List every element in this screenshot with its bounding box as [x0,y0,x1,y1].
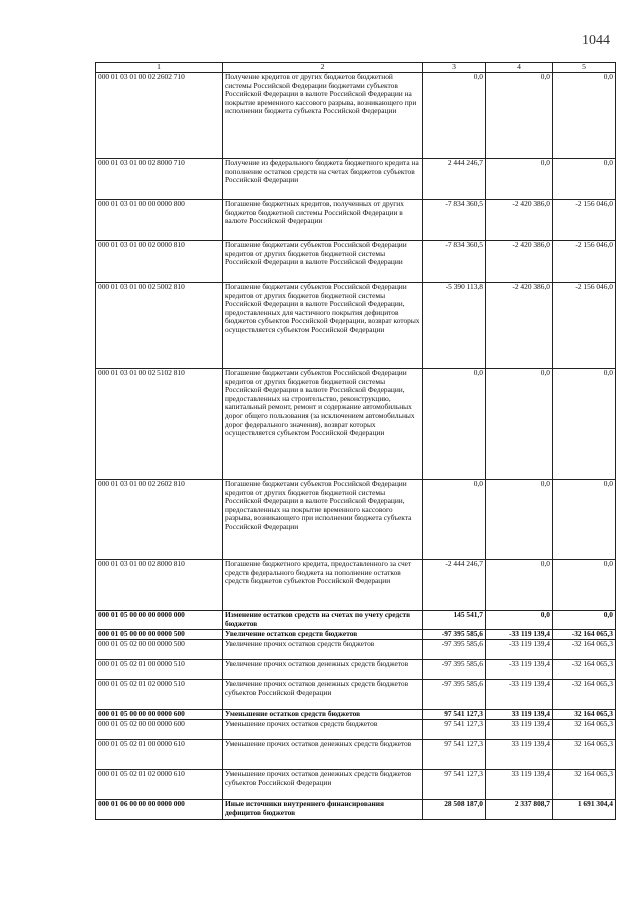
value-cell-col4: 33 119 139,4 [486,720,553,740]
name-cell: Уменьшение прочих остатков денежных средств бюджетов [223,740,423,770]
header-row [96,63,616,73]
value-cell-col4: 33 119 139,4 [486,710,553,720]
value-cell-col4: -33 119 139,4 [486,660,553,680]
value-cell-col4: 33 119 139,4 [486,770,553,800]
value-cell-col4: -33 119 139,4 [486,680,553,710]
code-cell: 000 01 05 00 00 00 0000 500 [96,630,223,640]
table-row [96,640,616,660]
name-cell: Уменьшение прочих остатков денежных средств бюджетов субъектов Российской Федерации [223,770,423,800]
budget-sources-table [95,62,616,820]
value-cell-col4: 0,0 [486,611,553,630]
value-cell-col4: 0,0 [486,73,553,159]
value-cell-col3: -7 834 360,5 [423,241,486,283]
name-cell: Получение кредитов от других бюджетов бюджетной системы Российской Федерации бюджетами субъектов Российской Федерации в валюте Российской Федерации на покрытие временного кассового разрыва, возникающего при исполнении бюджета субъекта Российской Федерации [223,73,423,159]
name-cell: Увеличение прочих остатков денежных средств бюджетов субъектов Российской Федерации [223,680,423,710]
value-cell-col3: 0,0 [423,73,486,159]
code-cell: 000 01 03 01 00 02 8000 710 [96,159,223,200]
name-cell: Уменьшение прочих остатков средств бюджетов [223,720,423,740]
table-row [96,740,616,770]
value-cell-col5: -32 164 065,3 [553,680,616,710]
code-cell: 000 01 03 01 00 02 0000 810 [96,241,223,283]
code-cell: 000 01 03 01 00 00 0000 800 [96,200,223,241]
name-cell: Иные источники внутреннего финансирования дефицитов бюджетов [223,800,423,820]
table-row [96,369,616,480]
value-cell-col3: 0,0 [423,480,486,560]
table-row [96,159,616,200]
table-row [96,560,616,611]
table-row [96,480,616,560]
value-cell-col5: 32 164 065,3 [553,740,616,770]
name-cell: Погашение бюджетами субъектов Российской Федерации кредитов от других бюджетов бюджетной системы Российской Федерации в валюте Российской Федерации, предоставленных на покрытие временного кассового разрыва, возникающего при исполнении бюджета субъекта Российской Федерации [223,480,423,560]
table-row [96,710,616,720]
value-cell-col3: -97 395 585,6 [423,660,486,680]
code-cell: 000 01 05 02 01 00 0000 510 [96,660,223,680]
value-cell-col4: -2 420 386,0 [486,283,553,369]
name-cell: Погашение бюджетного кредита, предоставленного за счет средств федерального бюджета на пополнение остатков средств бюджетов субъектов Российской Федерации [223,560,423,611]
table-row [96,680,616,710]
value-cell-col5: 0,0 [553,480,616,560]
name-cell: Увеличение прочих остатков денежных средств бюджетов [223,660,423,680]
table-body [96,73,616,820]
name-cell: Увеличение остатков средств бюджетов [223,630,423,640]
value-cell-col3: 0,0 [423,369,486,480]
table-row [96,283,616,369]
value-cell-col4: 0,0 [486,369,553,480]
value-cell-col4: 0,0 [486,560,553,611]
value-cell-col5: 0,0 [553,159,616,200]
value-cell-col4: 0,0 [486,159,553,200]
value-cell-col5: 0,0 [553,560,616,611]
table-row [96,200,616,241]
col-header-2: 2 [223,63,423,73]
value-cell-col3: -7 834 360,5 [423,200,486,241]
table-row [96,241,616,283]
value-cell-col5: 0,0 [553,73,616,159]
name-cell: Увеличение прочих остатков средств бюджетов [223,640,423,660]
name-cell: Погашение бюджетами субъектов Российской Федерации кредитов от других бюджетов бюджетной системы Российской Федерации в валюте Российской Федерации [223,241,423,283]
value-cell-col5: 32 164 065,3 [553,720,616,740]
value-cell-col3: 97 541 127,3 [423,720,486,740]
col-header-5: 5 [553,63,616,73]
table-row [96,800,616,820]
value-cell-col3: -5 390 113,8 [423,283,486,369]
value-cell-col3: 28 508 187,0 [423,800,486,820]
value-cell-col3: 2 444 246,7 [423,159,486,200]
value-cell-col5: 32 164 065,3 [553,710,616,720]
code-cell: 000 01 05 02 01 02 0000 610 [96,770,223,800]
value-cell-col5: -32 164 065,3 [553,630,616,640]
table-row [96,630,616,640]
value-cell-col5: -2 156 046,0 [553,200,616,241]
value-cell-col4: 2 337 808,7 [486,800,553,820]
code-cell: 000 01 05 02 01 02 0000 510 [96,680,223,710]
table-row [96,660,616,680]
name-cell: Погашение бюджетами субъектов Российской Федерации кредитов от других бюджетов бюджетной системы Российской Федерации в валюте Российской Федерации, предоставленных на строительство, реконструкцию, капитальный ремонт, ремонт и содержание автомобильных дорог общего пользования (за исключением автомобильных дорог федерального значения), возврат которых осуществляется субъектом Российской Федерации [223,369,423,480]
value-cell-col4: -33 119 139,4 [486,640,553,660]
col-header-3: 3 [423,63,486,73]
value-cell-col3: -97 395 585,6 [423,680,486,710]
value-cell-col5: 0,0 [553,369,616,480]
value-cell-col5: -32 164 065,3 [553,640,616,660]
code-cell: 000 01 06 00 00 00 0000 000 [96,800,223,820]
code-cell: 000 01 03 01 00 02 2602 710 [96,73,223,159]
value-cell-col3: -97 395 585,6 [423,640,486,660]
value-cell-col5: -32 164 065,3 [553,660,616,680]
code-cell: 000 01 05 02 00 00 0000 500 [96,640,223,660]
page-number: 1044 [582,33,610,48]
code-cell: 000 01 05 00 00 00 0000 000 [96,611,223,630]
value-cell-col4: 0,0 [486,480,553,560]
value-cell-col5: 32 164 065,3 [553,770,616,800]
value-cell-col5: 0,0 [553,611,616,630]
table-row [96,611,616,630]
name-cell: Получение из федерального бюджета бюджетного кредита на пополнение остатков средств на счетах бюджетов субъектов Российской Федерации [223,159,423,200]
value-cell-col3: 97 541 127,3 [423,740,486,770]
value-cell-col5: -2 156 046,0 [553,283,616,369]
value-cell-col5: -2 156 046,0 [553,241,616,283]
value-cell-col4: -2 420 386,0 [486,200,553,241]
code-cell: 000 01 03 01 00 02 5102 810 [96,369,223,480]
value-cell-col3: 97 541 127,3 [423,770,486,800]
value-cell-col5: 1 691 304,4 [553,800,616,820]
value-cell-col3: -97 395 585,6 [423,630,486,640]
code-cell: 000 01 05 02 00 00 0000 600 [96,720,223,740]
value-cell-col3: 145 541,7 [423,611,486,630]
name-cell: Погашение бюджетных кредитов, полученных от других бюджетов бюджетной системы Российской Федерации в валюте Российской Федерации [223,200,423,241]
table-row [96,720,616,740]
value-cell-col4: 33 119 139,4 [486,740,553,770]
name-cell: Погашение бюджетами субъектов Российской Федерации кредитов от других бюджетов бюджетной системы Российской Федерации в валюте Российской Федерации, предоставленных для частичного покрытия дефицитов бюджетов субъектов Российской Федерации, возврат которых осуществляется субъектом Российской Федерации [223,283,423,369]
table-row [96,73,616,159]
code-cell: 000 01 05 00 00 00 0000 600 [96,710,223,720]
col-header-1: 1 [96,63,223,73]
code-cell: 000 01 03 01 00 02 5002 810 [96,283,223,369]
value-cell-col4: -2 420 386,0 [486,241,553,283]
table-row [96,770,616,800]
name-cell: Изменение остатков средств на счетах по учету средств бюджетов [223,611,423,630]
value-cell-col3: 97 541 127,3 [423,710,486,720]
value-cell-col4: -33 119 139,4 [486,630,553,640]
name-cell: Уменьшение остатков средств бюджетов [223,710,423,720]
col-header-4: 4 [486,63,553,73]
code-cell: 000 01 03 01 00 02 2602 810 [96,480,223,560]
value-cell-col3: -2 444 246,7 [423,560,486,611]
code-cell: 000 01 03 01 00 02 8000 810 [96,560,223,611]
code-cell: 000 01 05 02 01 00 0000 610 [96,740,223,770]
